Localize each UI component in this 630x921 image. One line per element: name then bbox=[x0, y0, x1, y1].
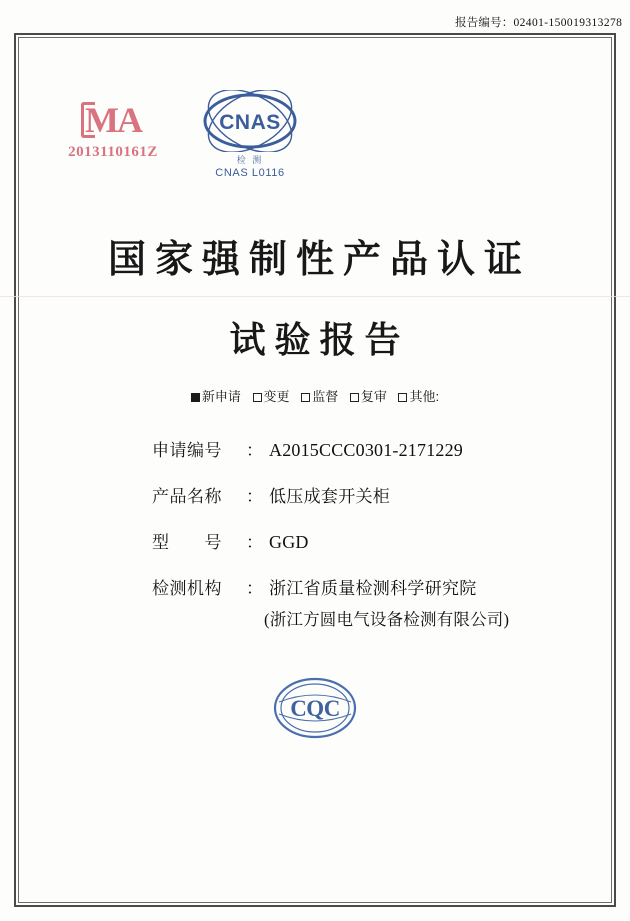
field-testing-institution-second-line: (浙江方圆电气设备检测有限公司) bbox=[264, 610, 510, 629]
field-application-number bbox=[152, 436, 572, 461]
field-list bbox=[152, 436, 572, 648]
field-colon: ： bbox=[246, 441, 263, 460]
field-testing-institution bbox=[152, 574, 572, 599]
cnas-subtitle: 检 测 bbox=[236, 155, 264, 165]
option-label: 其他: bbox=[409, 389, 440, 404]
option-label: 新申请 bbox=[201, 389, 241, 404]
field-model bbox=[152, 528, 572, 553]
page-title: 国家强制性产品认证 bbox=[107, 239, 531, 281]
field-product-name bbox=[152, 482, 572, 507]
field-colon: ： bbox=[246, 533, 263, 552]
scan-artifact-line bbox=[0, 296, 630, 297]
application-type-options bbox=[0, 386, 630, 405]
svg-text:CNAS: CNAS bbox=[219, 111, 281, 134]
checkbox-icon[interactable] bbox=[350, 393, 359, 402]
field-label: 检测机构 bbox=[152, 579, 222, 598]
option-review[interactable] bbox=[350, 386, 387, 405]
checkbox-icon[interactable] bbox=[253, 393, 262, 402]
field-value: GGD bbox=[269, 532, 309, 552]
report-number-label: 报告编号： bbox=[455, 17, 514, 29]
option-other[interactable] bbox=[398, 386, 439, 405]
field-value: 浙江省质量检测科学研究院 bbox=[269, 579, 477, 598]
page-subtitle: 试验报告 bbox=[229, 320, 410, 360]
cma-icon: MA bbox=[85, 100, 141, 140]
checkbox-icon[interactable] bbox=[301, 393, 310, 402]
cnas-icon bbox=[190, 90, 310, 152]
cma-certificate-number: 2013110161Z bbox=[68, 144, 158, 160]
field-label: 产品名称 bbox=[152, 487, 222, 506]
option-supervision[interactable] bbox=[301, 386, 338, 405]
option-label: 变更 bbox=[263, 389, 290, 404]
cnas-code: CNAS L0116 bbox=[215, 167, 285, 179]
cqc-seal-icon bbox=[265, 672, 365, 744]
cnas-mark-block bbox=[182, 90, 318, 179]
report-number bbox=[455, 14, 625, 30]
field-label: 申请编号 bbox=[152, 441, 222, 460]
report-number-value: 02401-150019313278 bbox=[513, 17, 623, 29]
checkbox-icon[interactable] bbox=[191, 393, 200, 402]
checkbox-icon[interactable] bbox=[398, 393, 407, 402]
cma-mark-block bbox=[48, 100, 178, 161]
option-label: 复审 bbox=[360, 389, 387, 404]
option-change[interactable] bbox=[253, 386, 290, 405]
option-new-application[interactable] bbox=[191, 386, 241, 405]
svg-text:CQC: CQC bbox=[290, 696, 340, 721]
field-value: 低压成套开关柜 bbox=[269, 487, 391, 506]
field-value: A2015CCC0301-2171229 bbox=[269, 440, 464, 460]
option-label: 监督 bbox=[312, 389, 339, 404]
field-colon: ： bbox=[246, 579, 263, 598]
field-label: 型 号 bbox=[152, 533, 222, 552]
field-colon: ： bbox=[246, 487, 263, 506]
